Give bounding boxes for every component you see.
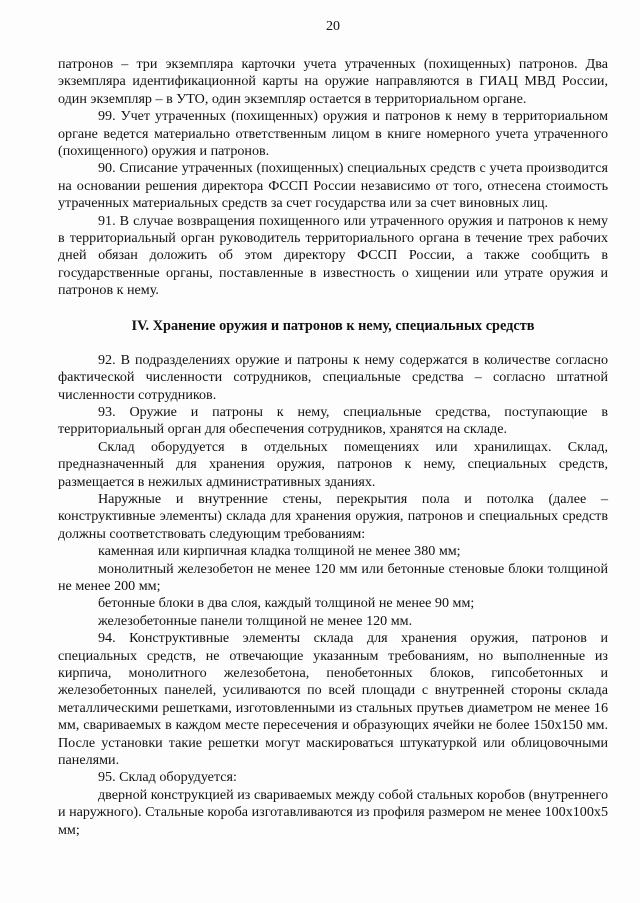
paragraphs-bottom (58, 352, 608, 839)
list-item: бетонные блоки в два слоя, каждый толщиной не менее 90 мм; (98, 595, 475, 612)
paragraph: 92. В подразделениях оружие и патроны к нему содержатся в количестве согласно фактической численности сотрудников, специальные средства – согласно штатной численности сотрудников. (58, 351, 608, 403)
paragraph: 90. Списание утраченных (похищенных) специальных средств с учета производится на основании решения директора ФССП России независимо от того, отнесена стоимость утраченных материальных средств за счет государства или за счет виновных лиц. (58, 160, 608, 212)
paragraph: Наружные и внутренние стены, перекрытия пола и потолка (далее – конструктивные элементы) склада для хранения оружия, патронов и специальных средств должны соответствовать следующим требованиям: (58, 490, 608, 542)
list-item: каменная или кирпичная кладка толщиной не менее 380 мм; (98, 543, 461, 560)
paragraph: 99. Учет утраченных (похищенных) оружия и патронов к нему в территориальном органе ведется материально ответственным лицом в книге номерного учета утраченного (похищенного) оружия и патронов. (58, 108, 608, 160)
page-number: 20 (326, 19, 340, 34)
paragraph: 94. Конструктивные элементы склада для хранения оружия, патронов и специальных средств, не отвечающие указанным требованиям, но выполненные из кирпича, монолитного железобетона, пенобетонных блоков, гипсобетонных и железобетонных панелей, усиливаются по всей площади с внутренней стороны склада металлическими решетками, изготовленными из стальных прутьев диаметром не менее 16 мм, свариваемых в каждом месте пересечения и образующих ячейки не более 150х150 мм. После установки такие решетки могут маскироваться штукатуркой или облицовочными панелями. (58, 630, 608, 769)
paragraph: 91. В случае возвращения похищенного или утраченного оружия и патронов к нему в территориальный орган руководитель территориального органа в течение трех рабочих дней обязан доложить об этом директору ФССП России, а также сообщить в государственные органы, поставленные в известность о хищении или утрате оружия и патронов к нему. (58, 212, 608, 299)
paragraphs-top (58, 56, 608, 300)
paragraph: 93. Оружие и патроны к нему, специальные средства, поступающие в территориальный орган для обеспечения сотрудников, хранятся на складе. (58, 403, 608, 438)
paragraph: дверной конструкцией из свариваемых между собой стальных коробов (внутреннего и наружного). Стальные короба изготавливаются из профиля размером не менее 100х100х5 мм; (58, 786, 608, 838)
paragraph: патронов – три экземпляра карточки учета утраченных (похищенных) патронов. Два экземпляра идентификационной карты на оружие направляются в ГИАЦ МВД России, один экземпляр – в УТО, один экземпляр остается в территориальном органе. (58, 56, 608, 107)
list-item: железобетонные панели толщиной не менее 120 мм. (98, 612, 413, 629)
paragraph: Склад оборудуется в отдельных помещениях или хранилищах. Склад, предназначенный для хранения оружия, патронов к нему, специальных средств, размещается в нежилых административных зданиях. (58, 438, 608, 490)
list-item: монолитный железобетон не менее 120 мм или бетонные стеновые блоки толщиной не менее 200 мм; (58, 560, 608, 594)
paragraph: 95. Склад оборудуется: (98, 769, 237, 786)
section-heading: IV. Хранение оружия и патронов к нему, специальных средств (131, 317, 535, 334)
